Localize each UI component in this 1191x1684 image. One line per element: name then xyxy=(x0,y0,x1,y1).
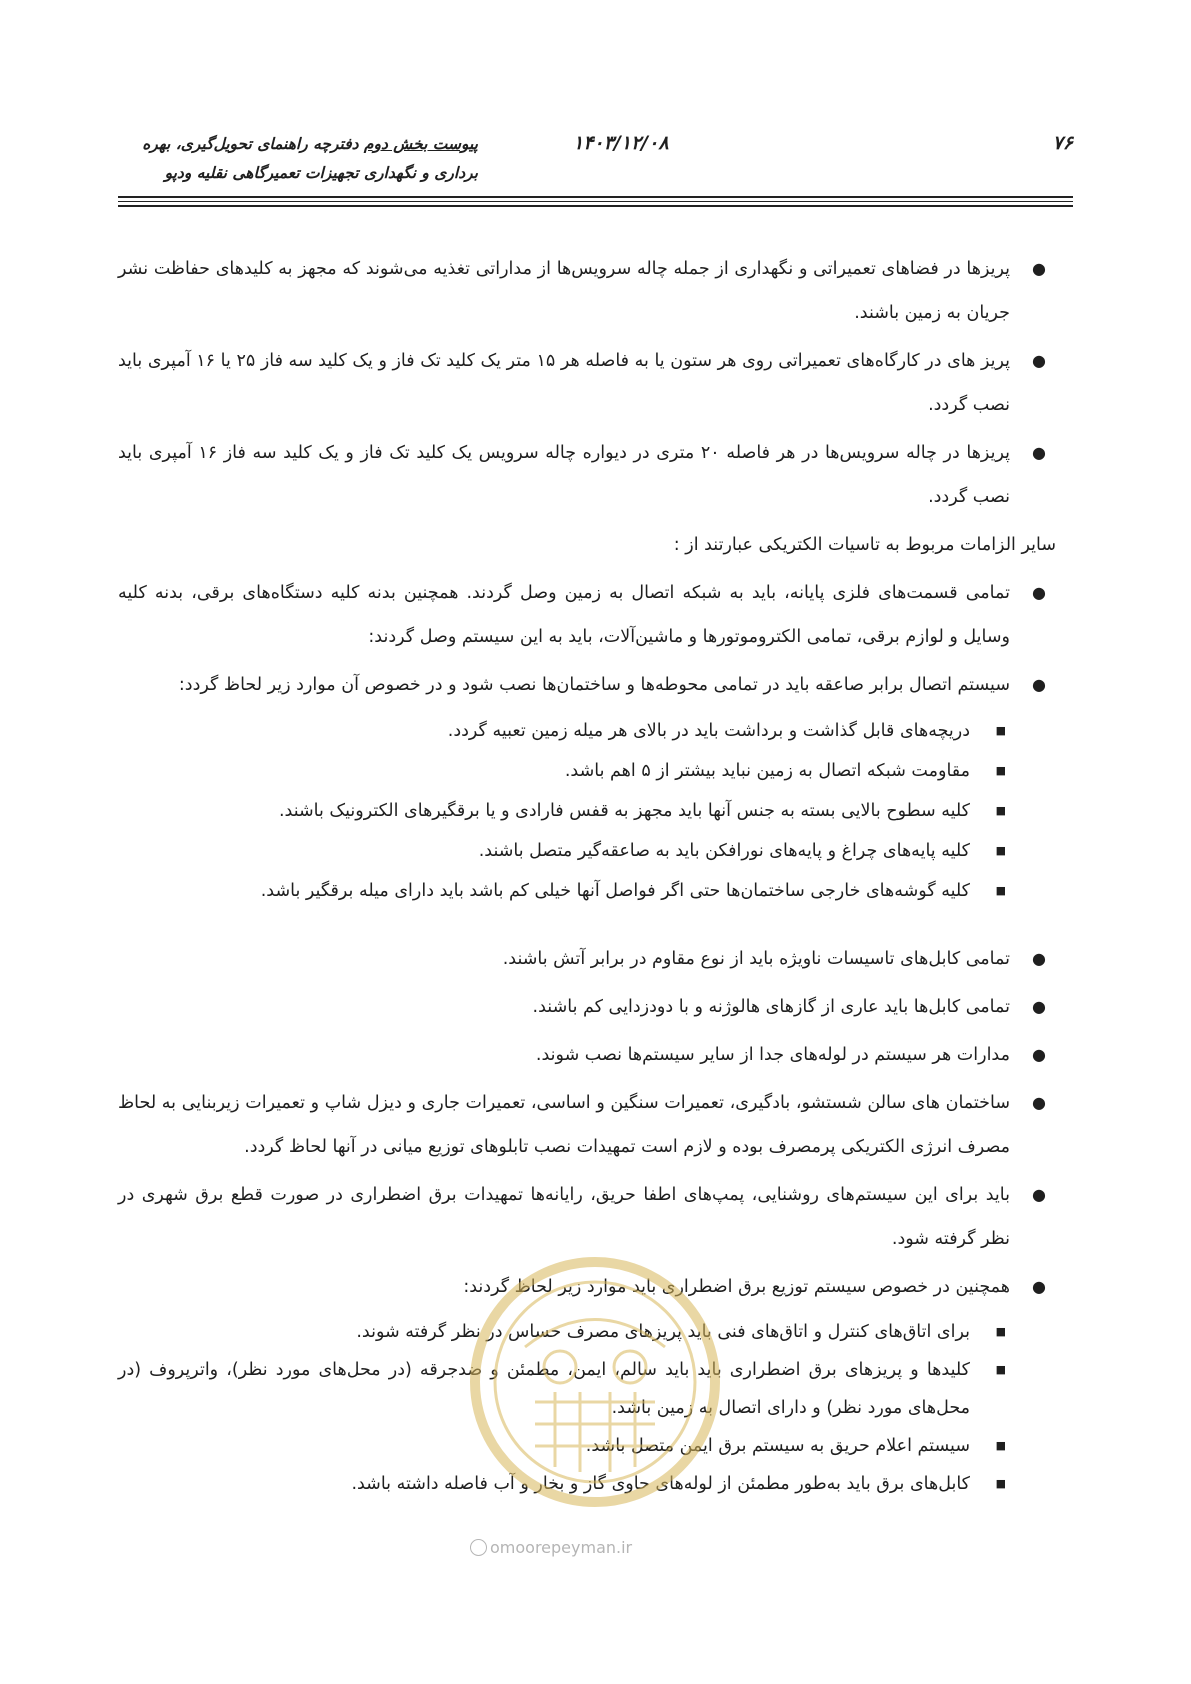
sub-list-item-text: سیستم اعلام حریق به سیستم برق ایمن متصل باشد. xyxy=(585,1436,970,1456)
page-body xyxy=(118,247,1056,1503)
sub-list-item-text: کلیه پایه‌های چراغ و پایه‌های نورافکن باید به صاعقه‌گیر متصل باشند. xyxy=(478,841,970,861)
sub-list-item-text: کلیه سطوح بالایی بسته به جنس آنها باید مجهز به قفس فارادی و یا برقگیرهای الکترونیک باشند. xyxy=(278,801,970,821)
bullet-dot: ● xyxy=(1032,351,1046,370)
square-bullet: ■ xyxy=(995,844,1006,857)
square-bullet: ■ xyxy=(995,804,1006,817)
list-item-text: سیستم اتصال برابر صاعقه باید در تمامی محوطه‌ها و ساختمان‌ها نصب شود و در خصوص آن موارد زیر لحاظ گردد: xyxy=(178,675,1010,695)
sub-list-item-text: مقاومت شبکه اتصال به زمین نباید بیشتر از ۵ اهم باشد. xyxy=(564,761,970,781)
list-item-text: پریزها در چاله سرویس‌ها در هر فاصله ۲۰ متری در دیواره چاله سرویس یک کلید تک فاز و یک کلید سه فاز ۱۶ آمپری باید نصب گردد. xyxy=(118,443,1010,507)
watermark-url-text: omoorepeyman.ir xyxy=(490,1538,633,1557)
list-item-text: همچنین در خصوص سیستم توزیع برق اضطراری باید موارد زیر لحاظ گردند: xyxy=(463,1277,1010,1297)
sub-list-item-text: دریچه‌های قابل گذاشت و برداشت باید در بالای هر میله زمین تعبیه گردد. xyxy=(447,721,970,741)
square-bullet: ■ xyxy=(995,764,1006,777)
sub-list-item-text: کلیدها و پریزهای برق اضطراری باید باید سالم، ایمن، مطمئن و ضدجرقه (در محل‌های مورد نظر)، واترپروف (در محل‌های مورد نظر) و دارای اتصال به زمین باشد. xyxy=(118,1360,970,1418)
list-item-text: مدارات هر سیستم در لوله‌های جدا از سایر سیستم‌ها نصب شوند. xyxy=(535,1045,1010,1065)
lightning-sub-list xyxy=(118,711,1056,911)
bullet-dot: ● xyxy=(1032,259,1046,278)
sub-list-item-text: کلیه گوشه‌های خارجی ساختمان‌ها حتی اگر فواصل آنها خیلی کم باشد باید دارای میله برقگیر باشد. xyxy=(260,881,970,901)
bullet-dot: ● xyxy=(1032,583,1046,602)
list-item xyxy=(118,985,1056,1029)
list-item-text: تمامی قسمت‌های فلزی پایانه، باید به شبکه اتصال به زمین وصل گردند. همچنین بدنه کلیه دستگاه‌های برقی، بدنه کلیه وسایل و لوازم برقی، تمامی الکتروموتورها و ماشین‌آلات، باید به این سیستم وصل گردند: xyxy=(118,583,1010,647)
square-bullet: ■ xyxy=(995,884,1006,897)
header-title-line2: برداری و نگهداری تجهیزات تعمیرگاهی نقلیه ودپو xyxy=(164,164,478,182)
sub-list-item xyxy=(118,751,1056,791)
list-item xyxy=(118,247,1056,335)
intro-paragraph: سایر الزامات مربوط به تاسیات الکتریکی عبارتند از : xyxy=(673,535,1056,555)
bullet-dot: ● xyxy=(1032,997,1046,1016)
page-header xyxy=(118,126,1073,194)
list-item xyxy=(118,571,1056,659)
sub-list-item xyxy=(118,711,1056,751)
square-bullet: ■ xyxy=(995,724,1006,737)
header-date: ۱۴۰۳/۱۲/۰۸ xyxy=(573,132,669,154)
list-item xyxy=(118,663,1056,707)
header-title-line1-rest: دفترچه راهنمای تحویل‌گیری، بهره xyxy=(142,135,364,153)
list-item xyxy=(118,1081,1056,1169)
watermark-url xyxy=(470,1538,632,1557)
square-bullet: ■ xyxy=(995,1439,1006,1452)
square-bullet: ■ xyxy=(995,1325,1006,1338)
sub-list-item xyxy=(118,1351,1056,1427)
header-title xyxy=(118,130,478,188)
list-item xyxy=(118,1173,1056,1261)
list-item-text: تمامی کابل‌های تاسیسات ناویژه باید از نوع مقاوم در برابر آتش باشند. xyxy=(502,949,1010,969)
header-rule-top xyxy=(118,196,1073,198)
bullet-dot: ● xyxy=(1032,1093,1046,1112)
square-bullet: ■ xyxy=(995,1363,1006,1376)
at-sign-icon xyxy=(470,1539,487,1556)
header-rule-middle xyxy=(118,201,1073,202)
sub-list-item-text: برای اتاق‌های کنترل و اتاق‌های فنی باید پریزهای مصرف حساس در نظر گرفته شوند. xyxy=(356,1322,970,1342)
bullet-dot: ● xyxy=(1032,1045,1046,1064)
emergency-sub-list xyxy=(118,1313,1056,1503)
list-item xyxy=(118,1033,1056,1077)
bullet-dot: ● xyxy=(1032,443,1046,462)
sub-list-item-text: کابل‌های برق باید به‌طور مطمئن از لوله‌های حاوی گاز و بخار و آب فاصله داشته باشد. xyxy=(351,1474,970,1494)
list-item-text: باید برای این سیستم‌های روشنایی، پمپ‌های اطفا حریق، رایانه‌ها تمهیدات برق اضطراری در صورت قطع برق شهری در نظر گرفته شود. xyxy=(118,1185,1010,1249)
list-item xyxy=(118,937,1056,981)
sub-list-item xyxy=(118,831,1056,871)
sub-list-item xyxy=(118,791,1056,831)
bullet-dot: ● xyxy=(1032,675,1046,694)
sub-list-item xyxy=(118,1465,1056,1503)
list-item xyxy=(118,339,1056,427)
header-rule-bottom xyxy=(118,205,1073,207)
square-bullet: ■ xyxy=(995,1477,1006,1490)
bullet-dot: ● xyxy=(1032,1185,1046,1204)
page-number: ۷۶ xyxy=(1052,132,1073,154)
list-item-text: پریز های در کارگاه‌های تعمیراتی روی هر ستون یا به فاصله هر ۱۵ متر یک کلید تک فاز و یک کلید سه فاز ۲۵ یا ۱۶ آمپری باید نصب گردد. xyxy=(118,351,1011,415)
list-item xyxy=(118,1265,1056,1309)
sub-list-item xyxy=(118,871,1056,911)
bullet-dot: ● xyxy=(1032,949,1046,968)
list-item xyxy=(118,431,1056,519)
header-title-line1 xyxy=(118,130,478,159)
bullet-dot: ● xyxy=(1032,1277,1046,1296)
header-title-underlined: پیوست بخش دوم xyxy=(363,135,478,153)
list-item-text: پریزها در فضاهای تعمیراتی و نگهداری از جمله چاله سرویس‌ها از مداراتی تغذیه می‌شوند که مجهز به کلیدهای حفاظت نشر جریان به زمین باشند. xyxy=(118,259,1010,323)
list-item-text: ساختمان های سالن شستشو، بادگیری، تعمیرات سنگین و اساسی، تعمیرات جاری و دیزل شاپ و تعمیرات زیربنایی به لحاظ مصرف انرژی الکتریکی پرمصرف بوده و لازم است تمهیدات نصب تابلوهای توزیع میانی در آنها لحاظ گردد. xyxy=(118,1093,1010,1157)
sub-list-item xyxy=(118,1427,1056,1465)
list-item-text: تمامی کابل‌ها باید عاری از گازهای هالوژنه و با دودزدایی کم باشند. xyxy=(532,997,1010,1017)
sub-list-item xyxy=(118,1313,1056,1351)
